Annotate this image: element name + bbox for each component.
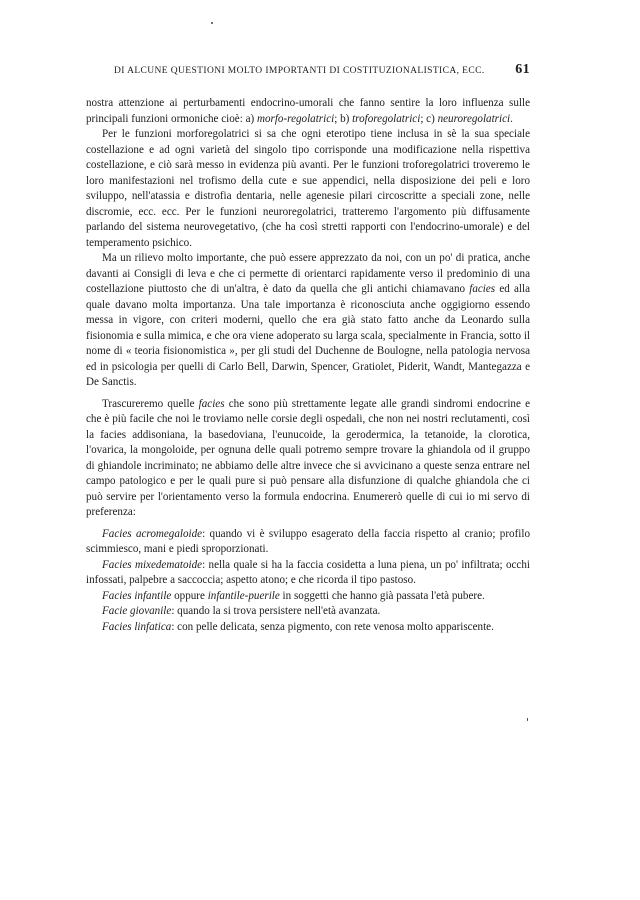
term-facie-giovanile: Facie giovanile — [102, 605, 172, 617]
term-facies-infantile: Facies infantile — [102, 589, 172, 602]
text-run: ; c) — [420, 112, 438, 125]
paragraph-facies-linfatica — [86, 620, 530, 636]
running-head: DI ALCUNE QUESTIONI MOLTO IMPORTANTI DI COSTITUZIONALISTICA, ECC. — [114, 66, 485, 76]
term-infantile-puerile: infantile-puerile — [207, 589, 280, 602]
paragraph-facies-mixedematoide — [86, 558, 530, 589]
term-facies-acromegaloide: Facies acromegaloide — [102, 527, 203, 540]
text-run: Trascureremo quelle — [102, 397, 199, 410]
term-troforegolatrici: troforegolatrici — [352, 112, 421, 125]
text-run: nostra attenzione ai perturbamenti endocrino-umorali che fanno sentire la loro influenza sulle principali funzioni ormoniche cioè: a) — [86, 97, 530, 125]
text-run: : quando vi è sviluppo esagerato della faccia rispetto al cranio; profilo scimmiesco, mani e piedi sproporzionati. — [86, 527, 530, 555]
paragraph-facies-importance — [86, 251, 530, 391]
print-speck — [527, 718, 528, 721]
term-facies-mixedematoide: Facies mixedematoide — [102, 558, 203, 571]
term-neuroregolatrici: neuroregolatrici — [437, 112, 511, 125]
paragraph-facies-list-intro — [86, 397, 530, 521]
page-header — [86, 60, 530, 84]
paragraph-facie-giovanile — [86, 604, 530, 620]
text-run: : nella quale si ha la faccia cosidetta a luna piena, un po' infiltrata; occhi infossati, palpebre a saccoccia; aspetto atono; e che ricorda il tipo pastoso. — [86, 558, 530, 586]
text-run: Ma un rilievo molto importante, che può essere apprezzato da noi, con un po' di pratica, anche davanti ai Consigli di leva e che ci permette di orientarci rapidamente verso il predominio di una costellazione piuttosto che di un'altra, è dato da quella che gli antichi chiamavano — [86, 252, 530, 295]
body-text — [86, 96, 530, 635]
text-run: : con pelle delicata, senza pigmento, con rete venosa molto appariscente. — [171, 620, 494, 633]
text-run: ed alla quale davano molta importanza. Una tale importanza è riconosciuta anche oggigiorno essendo messa in vigore, con criteri moderni, quello che era già stato fatto anche da Leonardo sulla fisionomia e sulla mimica, e che ora viene adoperato su larga scala, specialmente in Francia, sotto il nome di « teoria fisionomistica », per gli studi del Duchenne de Boulogne, nella patologia nervosa ed in psicologia per quelli di Carlo Bell, Darwin, Spencer, Gratiolet, Piderit, Wandt, Mantegazza e De Sanctis. — [86, 283, 530, 388]
book-page — [86, 60, 530, 635]
term-facies-linfatica: Facies linfatica — [102, 620, 172, 633]
term-facies: facies — [198, 397, 225, 410]
page-number: 61 — [515, 62, 530, 77]
paragraph-functions-intro — [86, 96, 530, 127]
paragraph-morforegolatrici — [86, 127, 530, 251]
text-run: che sono più strettamente legate alle grandi sindromi endocrine e che è più facile che noi le troviamo nelle corsie degli ospedali, che non nei nostri reclutamenti, così la facies addisoniana, la basedoviana, l'eunucoide, la gerodermica, la tetanoide, la clorotica, l'ovarica, la mongoloide, per ognuna delle quali potremo sempre trovare la ghiandola od il gruppo di ghiandole incriminato; ne abbiamo delle altre invece che si avvicinano a queste senza entrare nel campo patologico e per le quali pure si può pensare alla disfunzione di qualche ghiandola che ci può servire per l'orientamento verso la formula endocrina. Enumererò quelle di cui io mi servo di preferenza: — [86, 397, 531, 518]
text-run: oppure — [171, 589, 208, 602]
text-run: : quando la si trova persistere nell'età avanzata. — [171, 605, 381, 617]
term-morfo-regolatrici: morfo-regolatrici — [256, 112, 335, 125]
text-run: ; b) — [334, 112, 353, 125]
text-run: . — [510, 112, 513, 125]
paragraph-facies-infantile — [86, 589, 530, 605]
print-speck — [211, 22, 213, 24]
text-run: Per le funzioni morforegolatrici si sa che ogni eterotipo tiene inclusa in sè la sua speciale costellazione e ad ogni varietà del singolo tipo corrisponde una modificazione nella rispettiva costellazione, e ciò sarà messo in evidenza più avanti. Per le funzioni troforegolatrici troveremo le loro manifestazioni nel trofismo della cute e sue appendici, nella disposizione dei peli e loro sviluppo, nell'atassia e distrofia dentaria, nelle agenesie pilari circoscritte a speciali zone, nelle discromie, ecc. ecc. Per le funzioni neuroregolatrici, tratteremo l'argomento più diffusamente parlando del sistema neurovegetativo, (che ha così stretti rapporti con l'endocrino-umorale) e del temperamento psichico. — [86, 128, 530, 249]
text-run: in soggetti che hanno già passata l'età pubere. — [279, 589, 485, 602]
paragraph-facies-acromegaloide — [86, 527, 530, 558]
term-facies: facies — [469, 283, 496, 295]
